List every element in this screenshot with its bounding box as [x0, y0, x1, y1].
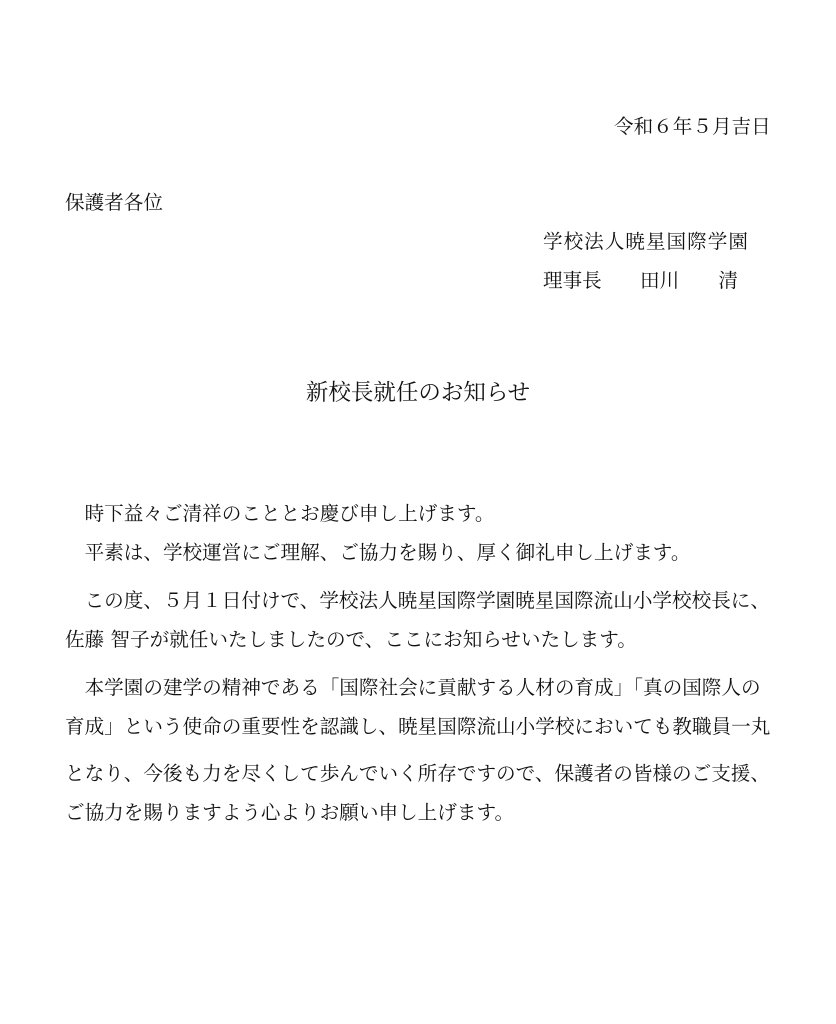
sender-organization: 学校法人暁星国際学園	[543, 230, 749, 253]
recipient-line: 保護者各位	[65, 191, 163, 214]
body-line: となり、今後も力を尽くして歩んでいく所存ですので、保護者の皆様のご支援、	[65, 762, 770, 785]
sender-name: 田川 清	[640, 269, 738, 292]
document-date: 令和６年５月吉日	[614, 115, 771, 138]
body-line: 本学園の建学の精神である「国際社会に貢献する人材の育成」「真の国際人の	[65, 676, 761, 699]
body-line: この度、５月１日付けで、学校法人暁星国際学園暁星国際流山小学校校長に、	[65, 589, 770, 612]
document-title: 新校長就任のお知らせ	[305, 380, 531, 406]
body-line: 佐藤 智子が就任いたしましたので、ここにお知らせいたします。	[65, 628, 637, 651]
body-line: 平素は、学校運営にご理解、ご協力を賜り、厚く御礼申し上げます。	[65, 541, 691, 564]
sender-title: 理事長	[543, 269, 602, 292]
body-line: ご協力を賜りますよう心よりお願い申し上げます。	[65, 801, 515, 824]
body-line: 時下益々ご清祥のこととお慶び申し上げます。	[65, 502, 495, 525]
body-line: 育成」という使命の重要性を認識し、暁星国際流山小学校においても教職員一丸	[65, 715, 771, 738]
